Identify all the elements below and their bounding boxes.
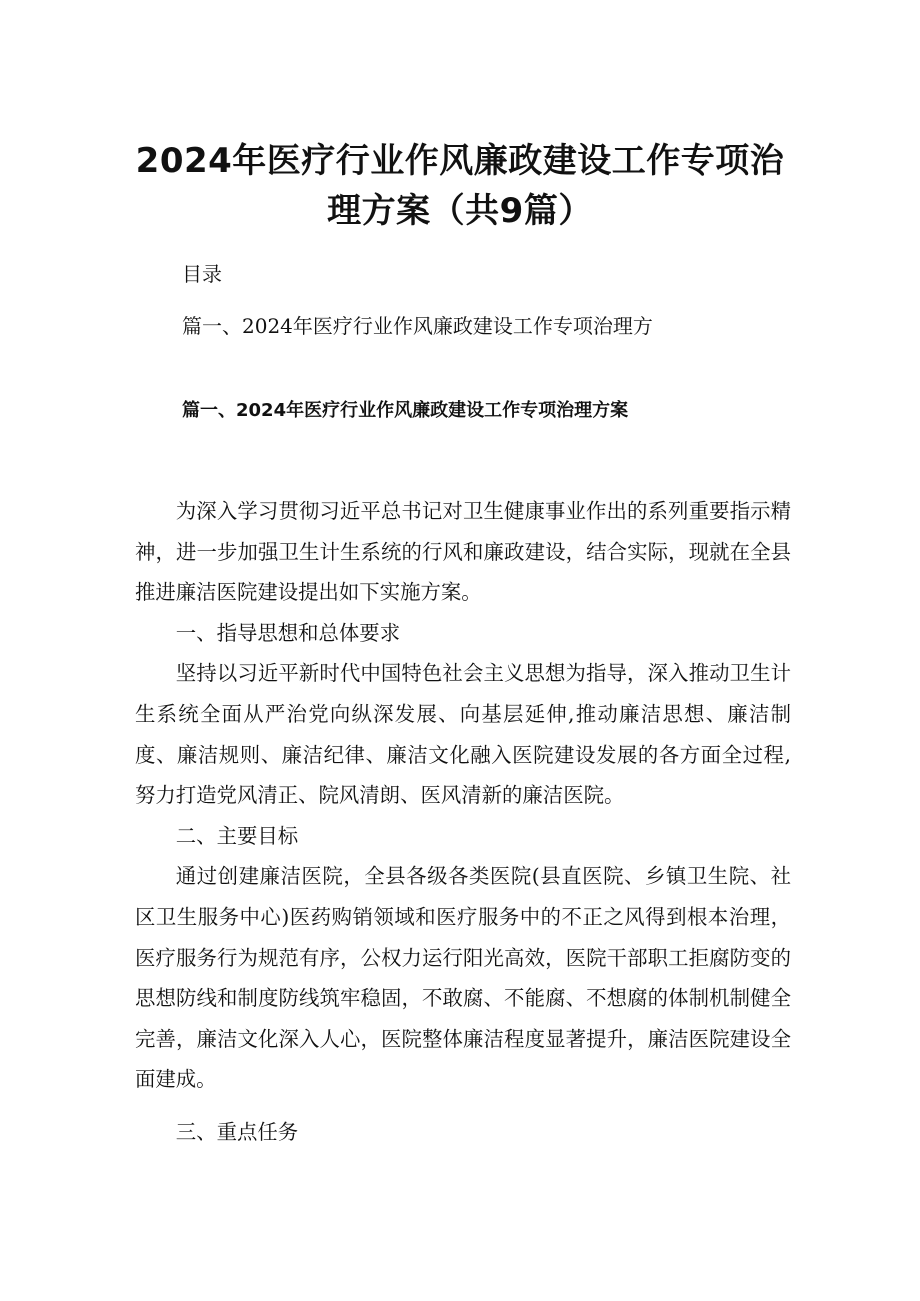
- title-line-1: 2024年医疗行业作风廉政建设工作专项治: [135, 141, 785, 181]
- heading-main-goals: 二、主要目标: [175, 823, 299, 848]
- document-body: [135, 491, 791, 1153]
- toc-heading: 目录: [182, 262, 222, 286]
- intro-paragraph: 为深入学习贯彻习近平总书记对卫生健康事业作出的系列重要指示精神，进一步加强卫生计生系统的行风和廉政建设，结合实际，现就在全县推进廉洁医院建设提出如下实施方案。: [135, 499, 791, 605]
- document-title: [120, 136, 800, 236]
- heading-guiding-principles: 一、指导思想和总体要求: [175, 620, 401, 645]
- main-goals-paragraph: 通过创建廉洁医院，全县各级各类医院(县直医院、乡镇卫生院、社区卫生服务中心)医药购销领域和医疗服务中的不正之风得到根本治理，医疗服务行为规范有序，公权力运行阳光高效，医院干部职工拒腐防变的思想防线和制度防线筑牢稳固，不敢腐、不能腐、不想腐的体制机制健全完善，廉洁文化深入人心，医院整体廉洁程度显著提升，廉洁医院建设全面建成。: [135, 864, 791, 1092]
- toc-item: 篇一、2024年医疗行业作风廉政建设工作专项治理方: [182, 314, 653, 338]
- heading-key-tasks: 三、重点任务: [175, 1119, 299, 1144]
- guiding-principles-paragraph: 坚持以习近平新时代中国特色社会主义思想为指导，深入推动卫生计生系统全面从严治党向纵深发展、向基层延伸,推动廉洁思想、廉洁制度、廉洁规则、廉洁纪律、廉洁文化融入医院建设发展的各方面全过程,努力打造党风清正、院风清朗、医风清新的廉洁医院。: [135, 661, 791, 808]
- section-heading: 篇一、2024年医疗行业作风廉政建设工作专项治理方案: [182, 400, 629, 421]
- title-line-2: 理方案（共9篇）: [327, 191, 593, 231]
